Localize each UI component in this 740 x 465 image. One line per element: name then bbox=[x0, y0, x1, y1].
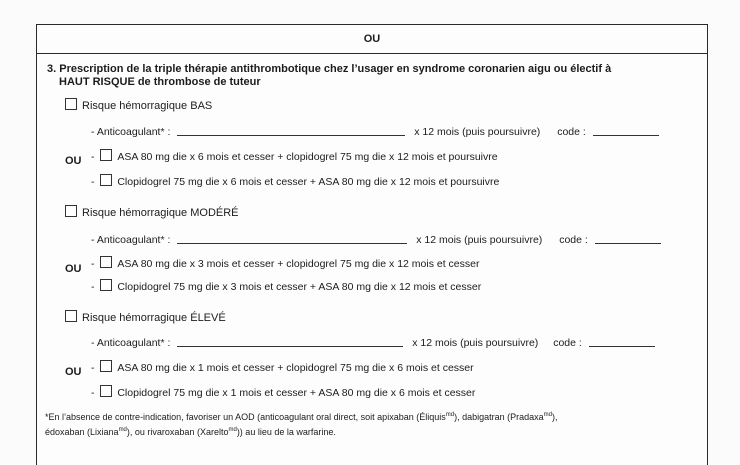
option-modere-1[interactable] bbox=[91, 256, 479, 270]
code-input-bas[interactable] bbox=[593, 125, 659, 136]
footnote bbox=[45, 409, 557, 439]
footnote-line1 bbox=[45, 409, 557, 424]
dash: - bbox=[91, 281, 101, 293]
trademark-sup: md bbox=[228, 427, 237, 433]
trademark-sup: md bbox=[543, 412, 552, 418]
anticoag-input-bas[interactable] bbox=[177, 125, 405, 136]
footnote-text: ), ou rivaroxaban (Xarelto bbox=[126, 427, 229, 437]
option-bas-1-label: ASA 80 mg die x 6 mois et cesser + clopidogrel 75 mg die x 12 mois et poursuivre bbox=[117, 151, 498, 163]
ou-label-bas: OU bbox=[65, 155, 82, 167]
anticoag-input-modere[interactable] bbox=[177, 233, 407, 244]
risk-modere-checkbox[interactable] bbox=[65, 205, 77, 217]
option-bas-2-label: Clopidogrel 75 mg die x 6 mois et cesser + ASA 80 mg die x 12 mois et poursuivre bbox=[117, 176, 500, 188]
risk-eleve-checkbox[interactable] bbox=[65, 310, 77, 322]
option-eleve-2[interactable] bbox=[91, 385, 475, 399]
dash: - bbox=[91, 258, 101, 270]
option-modere-2-checkbox[interactable] bbox=[100, 279, 112, 291]
risk-modere-label: Risque hémorragique MODÉRÉ bbox=[82, 207, 239, 219]
option-eleve-2-label: Clopidogrel 75 mg die x 1 mois et cesser + ASA 80 mg die x 6 mois et cesser bbox=[117, 387, 476, 399]
dash: - bbox=[91, 387, 101, 399]
code-input-modere[interactable] bbox=[595, 233, 661, 244]
code-label: code : bbox=[559, 234, 588, 246]
option-modere-2-label: Clopidogrel 75 mg die x 3 mois et cesser + ASA 80 mg die x 12 mois et cesser bbox=[117, 281, 482, 293]
footnote-text: ), dabigatran (Pradaxa bbox=[454, 412, 544, 422]
section-title-line1: 3. Prescription de la triple thérapie antithrombotique chez l’usager en syndrome coronarien aigu ou électif à bbox=[47, 63, 612, 75]
footnote-text: ), bbox=[551, 412, 558, 422]
risk-option-modere[interactable] bbox=[65, 205, 239, 219]
anticoag-label: - Anticoagulant* : bbox=[91, 126, 171, 138]
anticoag-row-eleve bbox=[91, 336, 655, 349]
ou-label-modere: OU bbox=[65, 263, 82, 275]
anticoag-label: - Anticoagulant* : bbox=[91, 337, 171, 349]
option-modere-1-label: ASA 80 mg die x 3 mois et cesser + clopidogrel 75 mg die x 12 mois et cesser bbox=[117, 258, 480, 270]
option-eleve-1-label: ASA 80 mg die x 1 mois et cesser + clopidogrel 75 mg die x 6 mois et cesser bbox=[117, 362, 474, 374]
option-bas-2[interactable] bbox=[91, 174, 499, 188]
anticoag-label: - Anticoagulant* : bbox=[91, 234, 171, 246]
footnote-text: *En l’absence de contre-indication, favoriser un AOD (anticoagulant oral direct, soit apixaban (Éliquis bbox=[45, 412, 446, 422]
code-input-eleve[interactable] bbox=[589, 336, 655, 347]
footnote-line2 bbox=[45, 424, 557, 439]
ou-label-eleve: OU bbox=[65, 366, 82, 378]
dash: - bbox=[91, 176, 101, 188]
anticoag-duration: x 12 mois (puis poursuivre) bbox=[414, 126, 541, 138]
footnote-text: édoxaban (Lixiana bbox=[45, 427, 119, 437]
option-bas-1[interactable] bbox=[91, 149, 498, 163]
option-eleve-2-checkbox[interactable] bbox=[100, 385, 112, 397]
option-bas-2-checkbox[interactable] bbox=[100, 174, 112, 186]
risk-eleve-label: Risque hémorragique ÉLEVÉ bbox=[82, 312, 226, 324]
dash: - bbox=[91, 362, 101, 374]
anticoag-row-bas bbox=[91, 125, 659, 138]
option-modere-1-checkbox[interactable] bbox=[100, 256, 112, 268]
risk-option-bas[interactable] bbox=[65, 98, 212, 112]
anticoag-input-eleve[interactable] bbox=[177, 336, 403, 347]
code-label: code : bbox=[557, 126, 586, 138]
ou-heading: OU bbox=[363, 33, 381, 45]
option-eleve-1-checkbox[interactable] bbox=[100, 360, 112, 372]
footnote-text: )) au lieu de la warfarine. bbox=[236, 427, 336, 437]
trademark-sup: md bbox=[445, 412, 455, 418]
risk-option-eleve[interactable] bbox=[65, 310, 226, 324]
code-label: code : bbox=[553, 337, 582, 349]
section-title-line2: HAUT RISQUE de thrombose de tuteur bbox=[59, 76, 261, 88]
section-title bbox=[47, 63, 611, 89]
anticoag-duration: x 12 mois (puis poursuivre) bbox=[416, 234, 543, 246]
option-modere-2[interactable] bbox=[91, 279, 481, 293]
anticoag-row-modere bbox=[91, 233, 661, 246]
dash: - bbox=[91, 151, 101, 163]
option-bas-1-checkbox[interactable] bbox=[100, 149, 112, 161]
anticoag-duration: x 12 mois (puis poursuivre) bbox=[412, 337, 539, 349]
risk-bas-label: Risque hémorragique BAS bbox=[82, 100, 213, 112]
option-eleve-1[interactable] bbox=[91, 360, 474, 374]
prescription-form bbox=[36, 24, 708, 465]
risk-bas-checkbox[interactable] bbox=[65, 98, 77, 110]
heading-divider bbox=[37, 53, 707, 54]
trademark-sup: md bbox=[118, 427, 127, 433]
